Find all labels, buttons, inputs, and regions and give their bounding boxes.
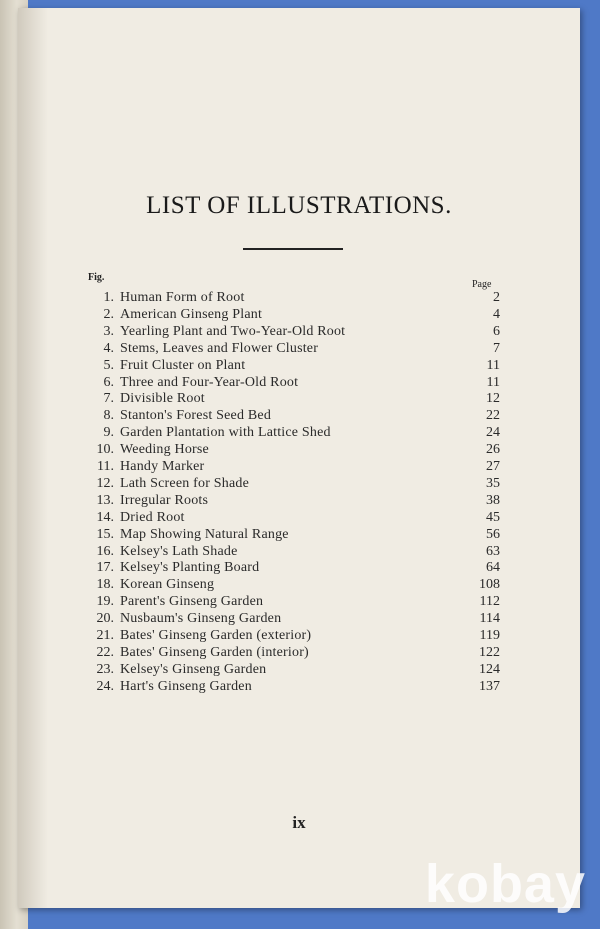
figure-title: Handy Marker bbox=[120, 459, 205, 474]
list-item bbox=[18, 475, 580, 492]
figure-number: 20. bbox=[96, 611, 114, 627]
book-page bbox=[18, 8, 580, 908]
figure-title: Three and Four-Year-Old Root bbox=[120, 374, 299, 390]
figure-title: Stems, Leaves and Flower Cluster bbox=[120, 340, 319, 356]
figure-page-number: 63 bbox=[486, 543, 500, 559]
figure-title: Lath Screen for Shade bbox=[120, 475, 249, 491]
figure-title: Garden Plantation with Lattice Shed bbox=[120, 425, 331, 441]
figure-number: 7. bbox=[103, 391, 114, 407]
figure-number: 18. bbox=[96, 577, 114, 593]
figure-title: Bates' Ginseng Garden (interior) bbox=[120, 644, 309, 660]
list-item bbox=[18, 593, 580, 610]
figure-number: 14. bbox=[96, 509, 114, 525]
list-item bbox=[18, 492, 580, 509]
figure-number: 17. bbox=[96, 560, 114, 576]
figure-title: Kelsey's Lath Shade bbox=[120, 543, 238, 559]
figure-number: 12. bbox=[96, 475, 114, 491]
figure-number: 8. bbox=[103, 408, 114, 424]
list-item bbox=[18, 407, 580, 424]
figure-title: Hart's Ginseng Garden bbox=[120, 678, 252, 694]
figure-title: Irregular Roots bbox=[120, 492, 209, 508]
figure-title: American Ginseng Plant bbox=[120, 306, 263, 322]
figure-page-number: 108 bbox=[479, 577, 500, 593]
figure-number: 19. bbox=[96, 594, 114, 610]
list-item bbox=[18, 289, 580, 306]
list-item bbox=[18, 357, 580, 374]
list-item bbox=[18, 627, 580, 644]
fig-column-header: Fig. bbox=[88, 272, 105, 283]
figure-page-number: 11 bbox=[486, 374, 500, 390]
figure-page-number: 4 bbox=[493, 306, 500, 322]
list-item bbox=[18, 526, 580, 543]
figure-title: Weeding Horse bbox=[120, 442, 209, 458]
figure-page-number: 7 bbox=[493, 340, 500, 356]
figure-title: Yearling Plant and Two-Year-Old Root bbox=[120, 323, 346, 339]
figure-number: 5. bbox=[103, 357, 114, 373]
figure-number: 23. bbox=[96, 661, 114, 677]
figure-number: 11. bbox=[97, 459, 114, 474]
figure-page-number: 24 bbox=[486, 425, 500, 441]
figure-page-number: 11 bbox=[486, 357, 500, 373]
figure-number: 1. bbox=[103, 290, 114, 305]
page-title: LIST OF ILLUSTRATIONS. bbox=[146, 192, 452, 219]
watermark-logo: kobay bbox=[424, 854, 586, 914]
figure-page-number: 114 bbox=[479, 611, 500, 627]
list-item bbox=[18, 576, 580, 593]
figure-title: Dried Root bbox=[120, 509, 185, 525]
list-item bbox=[18, 340, 580, 357]
page-number: ix bbox=[292, 813, 306, 832]
figure-title: Divisible Root bbox=[120, 391, 205, 407]
figure-page-number: 64 bbox=[486, 560, 500, 576]
figure-number: 24. bbox=[96, 678, 114, 694]
figure-page-number: 6 bbox=[493, 323, 500, 339]
figure-page-number: 2 bbox=[493, 290, 500, 305]
figure-number: 15. bbox=[96, 526, 114, 542]
figure-number: 9. bbox=[103, 425, 114, 441]
figure-title: Fruit Cluster on Plant bbox=[120, 357, 246, 373]
list-item bbox=[18, 374, 580, 391]
figure-title: Nusbaum's Ginseng Garden bbox=[120, 611, 282, 627]
list-item bbox=[18, 509, 580, 526]
page-column-header: Page bbox=[472, 279, 492, 290]
figure-title: Stanton's Forest Seed Bed bbox=[120, 408, 272, 424]
figure-page-number: 22 bbox=[486, 408, 500, 424]
figure-page-number: 26 bbox=[486, 442, 500, 458]
list-item bbox=[18, 644, 580, 661]
title-divider bbox=[243, 248, 343, 250]
list-item bbox=[18, 610, 580, 627]
list-item bbox=[18, 559, 580, 576]
figure-page-number: 119 bbox=[479, 628, 500, 643]
figure-title: Korean Ginseng bbox=[120, 577, 215, 593]
figure-page-number: 122 bbox=[479, 644, 500, 660]
figure-number: 4. bbox=[103, 340, 114, 356]
figure-title: Parent's Ginseng Garden bbox=[120, 594, 264, 610]
figure-number: 16. bbox=[96, 543, 114, 559]
figure-page-number: 45 bbox=[486, 509, 500, 525]
figure-number: 3. bbox=[103, 323, 114, 339]
figure-page-number: 27 bbox=[486, 459, 500, 474]
figure-title: Human Form of Root bbox=[120, 290, 245, 305]
figure-number: 13. bbox=[96, 492, 114, 508]
figure-number: 2. bbox=[103, 306, 114, 322]
list-item bbox=[18, 661, 580, 678]
list-item bbox=[18, 323, 580, 340]
figure-page-number: 56 bbox=[486, 526, 500, 542]
figure-page-number: 38 bbox=[486, 492, 500, 508]
figure-number: 22. bbox=[96, 644, 114, 660]
figure-title: Kelsey's Ginseng Garden bbox=[120, 661, 267, 677]
figure-page-number: 137 bbox=[479, 678, 500, 694]
figure-title: Map Showing Natural Range bbox=[120, 526, 289, 542]
figure-title: Bates' Ginseng Garden (exterior) bbox=[120, 628, 312, 643]
list-item bbox=[18, 424, 580, 441]
figure-number: 10. bbox=[96, 442, 114, 458]
list-item bbox=[18, 390, 580, 407]
list-item bbox=[18, 678, 580, 695]
figure-title: Kelsey's Planting Board bbox=[120, 560, 260, 576]
list-item bbox=[18, 441, 580, 458]
figure-number: 21. bbox=[96, 628, 114, 643]
figure-page-number: 12 bbox=[486, 391, 500, 407]
figure-page-number: 112 bbox=[479, 594, 500, 610]
figure-page-number: 124 bbox=[479, 661, 500, 677]
list-item bbox=[18, 458, 580, 475]
figure-page-number: 35 bbox=[486, 475, 500, 491]
list-item bbox=[18, 543, 580, 560]
list-item bbox=[18, 306, 580, 323]
figure-number: 6. bbox=[103, 374, 114, 390]
